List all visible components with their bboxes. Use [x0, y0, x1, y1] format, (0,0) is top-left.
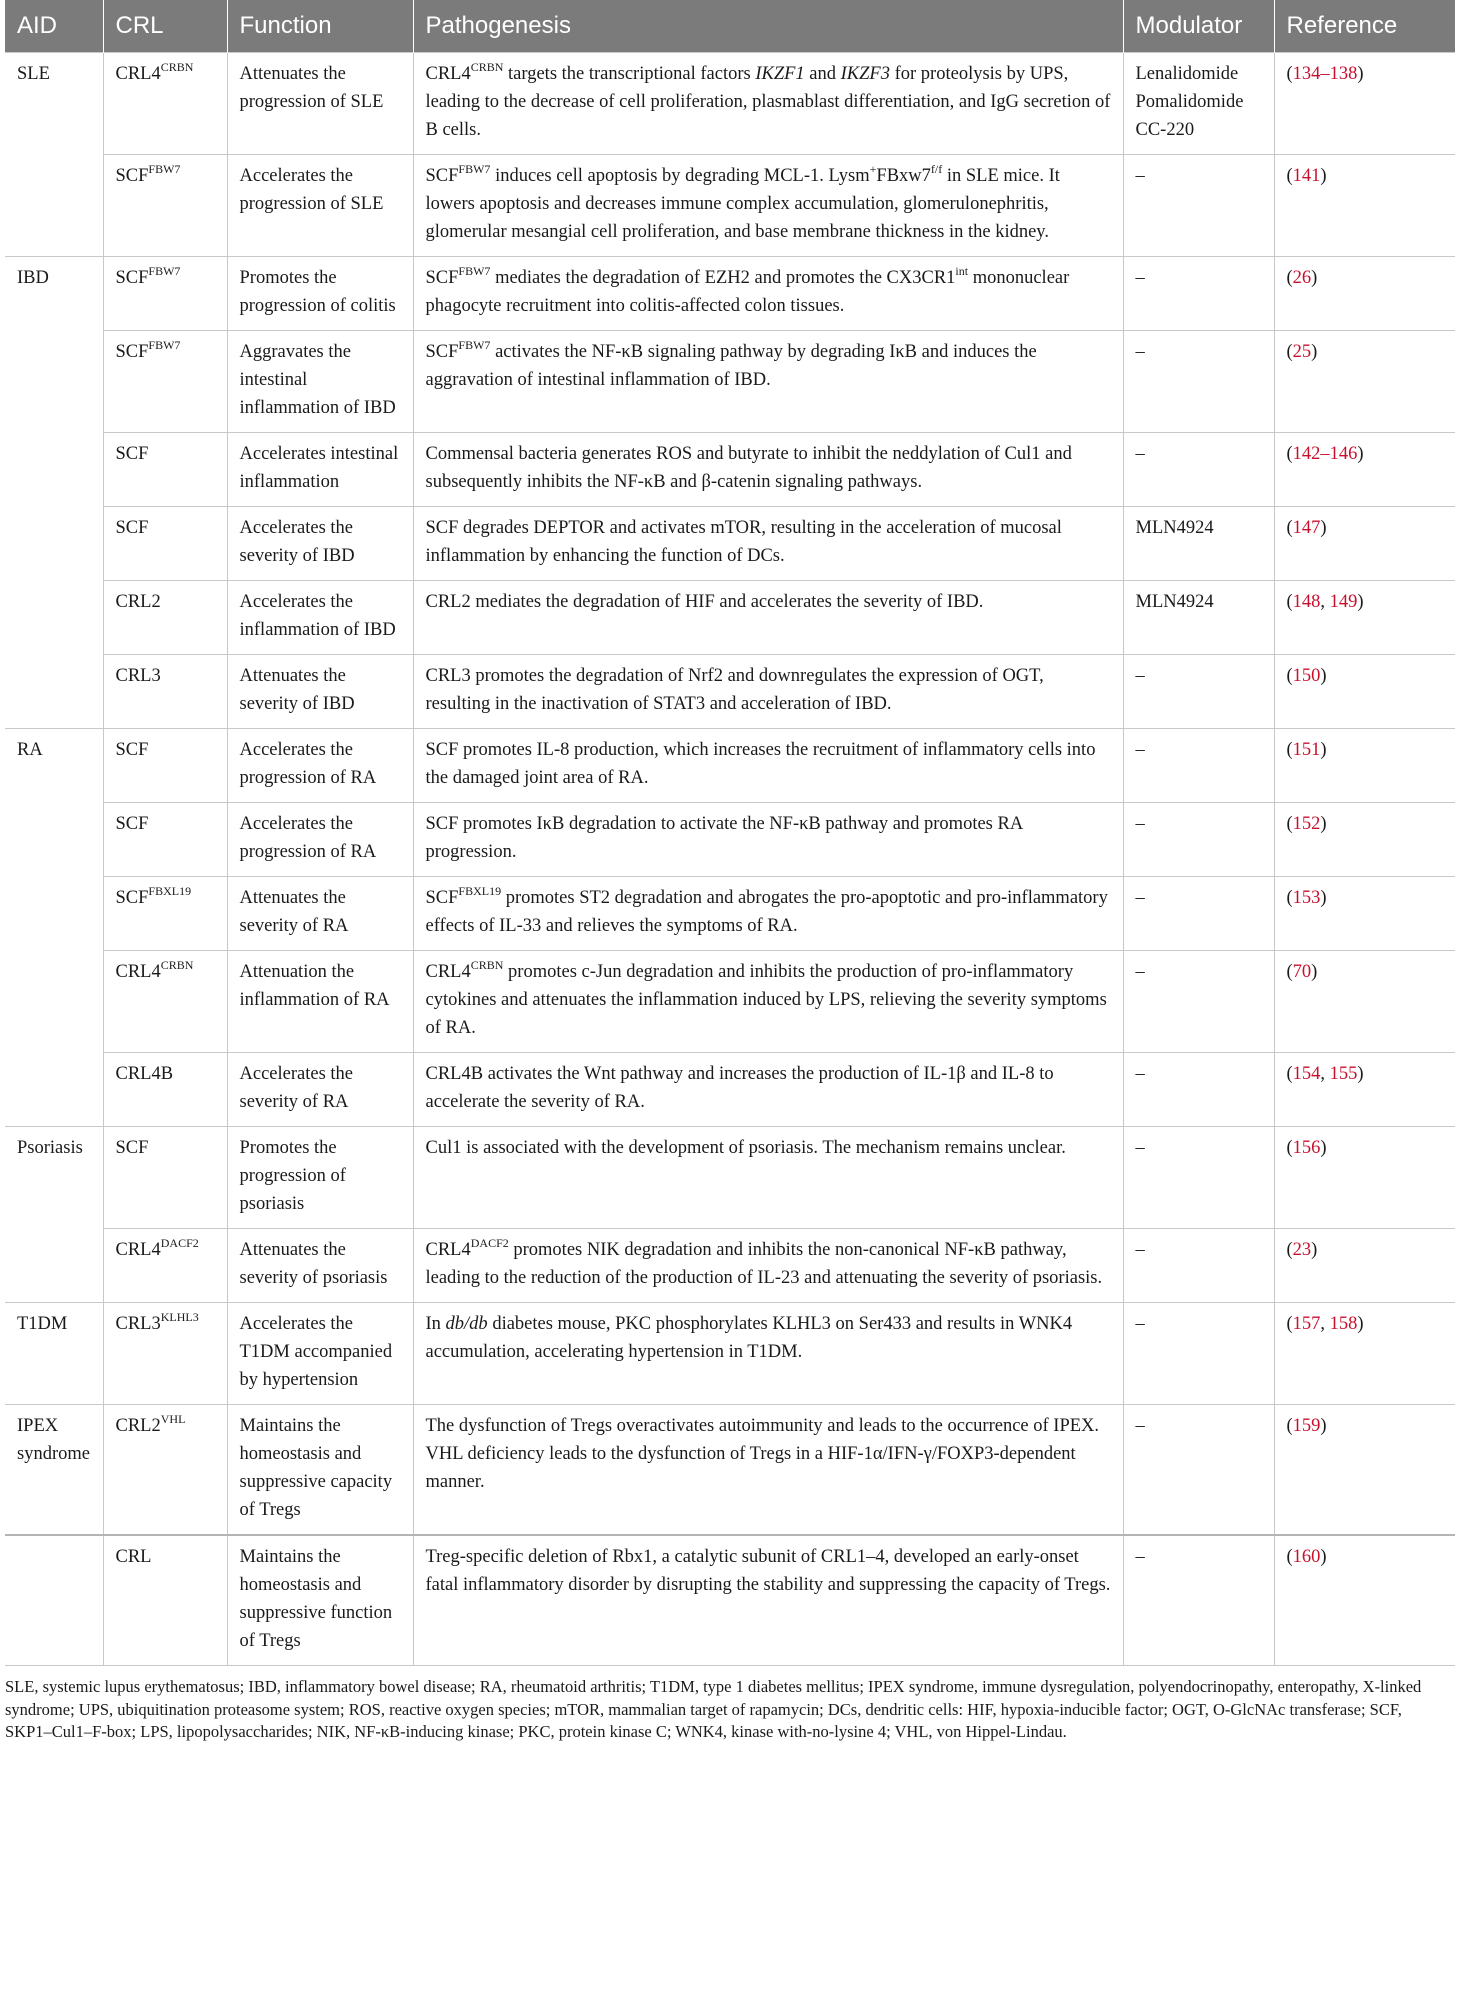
cell-modulator: –: [1123, 877, 1274, 951]
cell-reference: (134–138): [1274, 53, 1455, 155]
cell-crl: [103, 433, 227, 507]
cell-modulator: –: [1123, 655, 1274, 729]
table-row: [5, 507, 1455, 581]
cell-modulator: –: [1123, 1127, 1274, 1229]
crl-name: SCF: [115, 342, 149, 362]
cell-reference: (151): [1274, 729, 1455, 803]
cell-function: Maintains the homeostasis and suppressive function of Tregs: [227, 1535, 413, 1666]
cell-modulator: Lenalidomide Pomalidomide CC-220: [1123, 53, 1274, 155]
aid-label: IPEX syndrome: [17, 1416, 90, 1464]
aid-label: T1DM: [17, 1314, 68, 1334]
cell-aid: [5, 1303, 103, 1405]
cell-function: Attenuates the progression of SLE: [227, 53, 413, 155]
cell-aid: [5, 507, 103, 581]
cell-reference: (156): [1274, 1127, 1455, 1229]
column-header-modulator: Modulator: [1123, 0, 1274, 53]
cell-pathogenesis: SCF promotes IκB degradation to activate the NF-κB pathway and promotes RA progression.: [413, 803, 1123, 877]
cell-pathogenesis: $SCF^{FBW7}$ induces cell apoptosis by degrading MCL-1. $Lysm^+FBxw7^{f/f}$ in SLE mice. It lowers apoptosis and decreases immune complex accumulation, glomerulonephritis, glomerular mesangial cell proliferation, and base membrane thickness in the kidney.: [413, 155, 1123, 257]
cell-modulator: –: [1123, 1303, 1274, 1405]
crl-substrate-receptor: VHL: [160, 1412, 186, 1426]
cell-crl: [103, 1303, 227, 1405]
cell-crl: [103, 581, 227, 655]
cell-reference: (157, 158): [1274, 1303, 1455, 1405]
table-row: [5, 433, 1455, 507]
crl-substrate-receptor: FBW7: [148, 162, 181, 176]
cell-crl: [103, 257, 227, 331]
cell-pathogenesis: $SCF^{FBW7}$ mediates the degradation of EZH2 and promotes the $CX3CR1^{int}$ mononuclear phagocyte recruitment into colitis-affected colon tissues.: [413, 257, 1123, 331]
table-row: [5, 257, 1455, 331]
cell-function: Accelerates the T1DM accompanied by hypertension: [227, 1303, 413, 1405]
column-header-function: Function: [227, 0, 413, 53]
cell-crl: [103, 53, 227, 155]
column-header-aid: AID: [5, 0, 103, 53]
cell-function: Attenuates the severity of IBD: [227, 655, 413, 729]
cell-crl: [103, 655, 227, 729]
cell-modulator: –: [1123, 331, 1274, 433]
crl-name: CRL4: [115, 962, 161, 982]
table-row: [5, 155, 1455, 257]
crl-name: SCF: [115, 888, 149, 908]
crl-name: SCF: [115, 740, 149, 760]
cell-modulator: MLN4924: [1123, 507, 1274, 581]
cell-modulator: –: [1123, 1053, 1274, 1127]
crl-name: CRL3: [115, 1314, 161, 1334]
crl-substrate-receptor: CRBN: [160, 958, 194, 972]
crl-name: CRL3: [115, 666, 161, 686]
crl-autoimmune-table: [5, 0, 1455, 1666]
cell-aid: [5, 1229, 103, 1303]
table-row: [5, 1127, 1455, 1229]
cell-aid: [5, 655, 103, 729]
cell-aid: [5, 1535, 103, 1666]
crl-name: SCF: [115, 518, 149, 538]
cell-pathogenesis: CRL3 promotes the degradation of Nrf2 and downregulates the expression of OGT, resulting in the inactivation of STAT3 and acceleration of IBD.: [413, 655, 1123, 729]
crl-name: CRL: [115, 1547, 152, 1567]
crl-name: CRL4B: [115, 1064, 174, 1084]
crl-name: CRL4: [115, 1240, 161, 1260]
cell-function: Attenuates the severity of psoriasis: [227, 1229, 413, 1303]
cell-pathogenesis: Treg-specific deletion of Rbx1, a catalytic subunit of CRL1–4, developed an early-onset fatal inflammatory disorder by disrupting the stability and suppressing the capacity of Tregs.: [413, 1535, 1123, 1666]
cell-aid: [5, 331, 103, 433]
cell-aid: [5, 53, 103, 155]
cell-function: Aggravates the intestinal inflammation of IBD: [227, 331, 413, 433]
cell-pathogenesis: $CRL4^{CRBN}$ promotes c-Jun degradation and inhibits the production of pro-inflammatory cytokines and attenuates the inflammation induced by LPS, relieving the severity symptoms of RA.: [413, 951, 1123, 1053]
cell-function: Accelerates the inflammation of IBD: [227, 581, 413, 655]
table-row: [5, 803, 1455, 877]
table-row: [5, 53, 1455, 155]
cell-crl: [103, 1053, 227, 1127]
crl-name: CRL2: [115, 592, 161, 612]
cell-aid: [5, 155, 103, 257]
cell-crl: [103, 729, 227, 803]
cell-function: Promotes the progression of psoriasis: [227, 1127, 413, 1229]
cell-aid: [5, 1127, 103, 1229]
cell-aid: [5, 877, 103, 951]
cell-pathogenesis: $CRL4^{CRBN}$ targets the transcriptional factors IKZF1 and IKZF3 for proteolysis by UPS, leading to the decrease of cell proliferation, plasmablast differentiation, and IgG secretion of B cells.: [413, 53, 1123, 155]
cell-modulator: –: [1123, 951, 1274, 1053]
cell-reference: (160): [1274, 1535, 1455, 1666]
table-body: [5, 53, 1455, 1666]
cell-reference: (159): [1274, 1405, 1455, 1536]
cell-crl: [103, 331, 227, 433]
table-row: [5, 1053, 1455, 1127]
cell-aid: [5, 803, 103, 877]
cell-pathogenesis: CRL2 mediates the degradation of HIF and accelerates the severity of IBD.: [413, 581, 1123, 655]
cell-modulator: –: [1123, 1229, 1274, 1303]
crl-substrate-receptor: FBW7: [148, 264, 181, 278]
cell-pathogenesis: $SCF^{FBXL19}$ promotes ST2 degradation and abrogates the pro-apoptotic and pro-inflammatory effects of IL-33 and relieves the symptoms of RA.: [413, 877, 1123, 951]
cell-aid: [5, 433, 103, 507]
table-row: [5, 1303, 1455, 1405]
cell-reference: (148, 149): [1274, 581, 1455, 655]
cell-pathogenesis: Cul1 is associated with the development of psoriasis. The mechanism remains unclear.: [413, 1127, 1123, 1229]
cell-pathogenesis: $SCF^{FBW7}$ activates the NF-κB signaling pathway by degrading IκB and induces the aggravation of intestinal inflammation of IBD.: [413, 331, 1123, 433]
cell-function: Accelerates the severity of IBD: [227, 507, 413, 581]
cell-aid: [5, 951, 103, 1053]
cell-crl: [103, 951, 227, 1053]
cell-crl: [103, 155, 227, 257]
cell-function: Maintains the homeostasis and suppressive capacity of Tregs: [227, 1405, 413, 1536]
crl-name: CRL4: [115, 64, 161, 84]
cell-function: Accelerates intestinal inflammation: [227, 433, 413, 507]
cell-reference: (23): [1274, 1229, 1455, 1303]
cell-function: Accelerates the severity of RA: [227, 1053, 413, 1127]
crl-substrate-receptor: FBXL19: [148, 884, 192, 898]
column-header-pathogenesis: Pathogenesis: [413, 0, 1123, 53]
cell-aid: [5, 729, 103, 803]
cell-pathogenesis: CRL4B activates the Wnt pathway and increases the production of IL-1β and IL-8 to accelerate the severity of RA.: [413, 1053, 1123, 1127]
cell-pathogenesis: SCF degrades DEPTOR and activates mTOR, resulting in the acceleration of mucosal inflammation by enhancing the function of DCs.: [413, 507, 1123, 581]
table-row: [5, 1405, 1455, 1536]
crl-name: SCF: [115, 268, 149, 288]
cell-aid: [5, 581, 103, 655]
cell-aid: [5, 257, 103, 331]
document-page: [5, 0, 1455, 1744]
cell-crl: [103, 1127, 227, 1229]
cell-aid: [5, 1405, 103, 1536]
table-row: [5, 951, 1455, 1053]
cell-reference: (141): [1274, 155, 1455, 257]
cell-pathogenesis: The dysfunction of Tregs overactivates autoimmunity and leads to the occurrence of IPEX. VHL deficiency leads to the dysfunction of Tregs in a HIF-1α/IFN-γ/FOXP3-dependent manner.: [413, 1405, 1123, 1536]
cell-modulator: –: [1123, 155, 1274, 257]
cell-function: Accelerates the progression of RA: [227, 729, 413, 803]
cell-crl: [103, 1535, 227, 1666]
crl-name: SCF: [115, 1138, 149, 1158]
crl-substrate-receptor: DACF2: [160, 1236, 199, 1250]
cell-reference: (26): [1274, 257, 1455, 331]
aid-label: IBD: [17, 268, 49, 288]
cell-pathogenesis: $CRL4^{DACF2}$ promotes NIK degradation and inhibits the non-canonical NF-κB pathway, leading to the reduction of the production of IL-23 and attenuating the severity of psoriasis.: [413, 1229, 1123, 1303]
crl-substrate-receptor: FBW7: [148, 338, 181, 352]
cell-function: Accelerates the progression of SLE: [227, 155, 413, 257]
column-header-crl: CRL: [103, 0, 227, 53]
table-row: [5, 581, 1455, 655]
cell-crl: [103, 507, 227, 581]
cell-modulator: –: [1123, 1535, 1274, 1666]
cell-modulator: –: [1123, 433, 1274, 507]
cell-reference: (142–146): [1274, 433, 1455, 507]
cell-reference: (152): [1274, 803, 1455, 877]
crl-name: CRL2: [115, 1416, 161, 1436]
crl-name: SCF: [115, 166, 149, 186]
cell-modulator: –: [1123, 729, 1274, 803]
table-row: [5, 729, 1455, 803]
aid-label: Psoriasis: [17, 1138, 83, 1158]
aid-label: RA: [17, 740, 43, 760]
cell-modulator: –: [1123, 257, 1274, 331]
cell-reference: (150): [1274, 655, 1455, 729]
aid-label: SLE: [17, 64, 50, 84]
cell-reference: (154, 155): [1274, 1053, 1455, 1127]
cell-modulator: –: [1123, 803, 1274, 877]
cell-reference: (70): [1274, 951, 1455, 1053]
cell-reference: (147): [1274, 507, 1455, 581]
table-row: [5, 1535, 1455, 1666]
crl-substrate-receptor: CRBN: [160, 60, 194, 74]
table-row: [5, 331, 1455, 433]
cell-aid: [5, 1053, 103, 1127]
cell-pathogenesis: SCF promotes IL-8 production, which increases the recruitment of inflammatory cells into the damaged joint area of RA.: [413, 729, 1123, 803]
cell-modulator: MLN4924: [1123, 581, 1274, 655]
table-row: [5, 655, 1455, 729]
cell-crl: [103, 1405, 227, 1536]
crl-name: SCF: [115, 444, 149, 464]
table-footnote: SLE, systemic lupus erythematosus; IBD, inflammatory bowel disease; RA, rheumatoid arthritis; T1DM, type 1 diabetes mellitus; IPEX syndrome, immune dysregulation, polyendocrinopathy, enteropathy, X-linked syndrome; UPS, ubiquitination proteasome system; ROS, reactive oxygen species; mTOR, mammalian target of rapamycin; DCs, dendritic cells: HIF, hypoxia-inducible factor; OGT, O-GlcNAc transferase; SCF, SKP1–Cul1–F-box; LPS, lipopolysaccharides; NIK, NF-κB-inducing kinase; PKC, protein kinase C; WNK4, kinase with-no-lysine 4; VHL, von Hippel-Lindau.: [5, 1677, 1422, 1741]
cell-pathogenesis: In db/db diabetes mouse, PKC phosphorylates KLHL3 on Ser433 and results in WNK4 accumulation, accelerating hypertension in T1DM.: [413, 1303, 1123, 1405]
column-header-reference: Reference: [1274, 0, 1455, 53]
cell-crl: [103, 1229, 227, 1303]
cell-pathogenesis: Commensal bacteria generates ROS and butyrate to inhibit the neddylation of Cul1 and subsequently inhibits the NF-κB and β-catenin signaling pathways.: [413, 433, 1123, 507]
cell-function: Attenuates the severity of RA: [227, 877, 413, 951]
crl-name: SCF: [115, 814, 149, 834]
crl-substrate-receptor: KLHL3: [160, 1310, 199, 1324]
table-header-row: [5, 0, 1455, 53]
table-row: [5, 877, 1455, 951]
table-row: [5, 1229, 1455, 1303]
cell-reference: (25): [1274, 331, 1455, 433]
cell-crl: [103, 877, 227, 951]
cell-reference: (153): [1274, 877, 1455, 951]
cell-function: Accelerates the progression of RA: [227, 803, 413, 877]
cell-function: Attenuation the inflammation of RA: [227, 951, 413, 1053]
cell-crl: [103, 803, 227, 877]
cell-function: Promotes the progression of colitis: [227, 257, 413, 331]
cell-modulator: –: [1123, 1405, 1274, 1536]
